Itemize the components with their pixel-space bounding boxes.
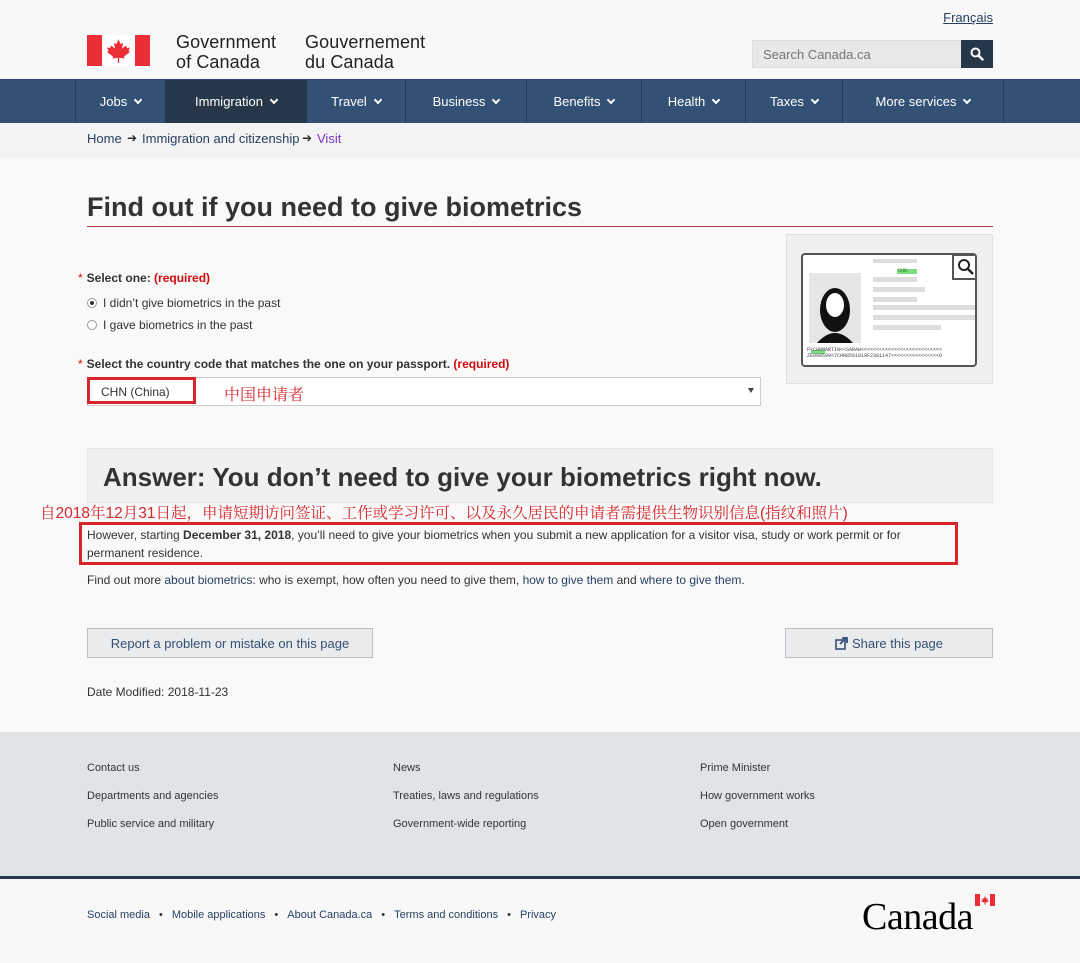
chevron-down-icon: [963, 95, 971, 103]
report-problem-button[interactable]: Report a problem or mistake on this page: [87, 628, 373, 658]
signature-english[interactable]: Government of Canada: [176, 32, 277, 72]
sub-footer-links: Social media • Mobile applications • About Canada.ca • Terms and conditions • Privacy: [87, 909, 557, 921]
main-menu: [0, 79, 1080, 123]
site-footer: [0, 732, 1080, 876]
nav-item-benefits[interactable]: Benefits: [526, 80, 641, 123]
biometrics-notice: However, starting December 31, 2018, you’ll need to give your biometrics when you submit a new application for a visitor visa, study or work permit or for permanent residence.: [87, 528, 901, 560]
nav-item-immigration[interactable]: Immigration: [165, 80, 306, 123]
about-biometrics-link[interactable]: about biometrics: [164, 573, 253, 587]
chevron-down-icon: [134, 95, 142, 103]
annotation-chinese-notice: 自2018年12月31日起，申请短期访问签证、工作或学习许可、以及永久居民的申请者需提供生物识别信息(指纹和照片): [40, 505, 848, 522]
breadcrumb: [0, 123, 1080, 158]
annotation-highlight-box: [87, 377, 196, 404]
passport-illustration: [786, 234, 993, 384]
how-to-give-link[interactable]: how to give them: [522, 573, 614, 587]
footer-link-contact[interactable]: Contact us: [87, 762, 140, 774]
annotation-highlight-box: [79, 522, 958, 565]
title-divider: [87, 226, 993, 227]
sub-footer: [0, 879, 1080, 963]
required-star: *: [78, 271, 83, 285]
footer-link-reporting[interactable]: Government-wide reporting: [393, 818, 527, 830]
sub-footer-social-media[interactable]: Social media: [87, 909, 150, 921]
breadcrumb-home[interactable]: Home: [87, 131, 122, 146]
sub-footer-mobile-apps[interactable]: Mobile applications: [171, 909, 266, 921]
canada-flag-icon[interactable]: [87, 35, 150, 66]
breadcrumb-visit[interactable]: Visit: [317, 131, 342, 146]
language-toggle-link[interactable]: Français: [943, 10, 993, 25]
chevron-down-icon: [712, 95, 720, 103]
nav-item-travel[interactable]: Travel: [306, 80, 405, 123]
share-icon: [835, 637, 848, 650]
sub-footer-privacy[interactable]: Privacy: [519, 909, 557, 921]
nav-item-jobs[interactable]: Jobs: [75, 80, 165, 123]
passport-image: [801, 253, 977, 367]
search-input[interactable]: [752, 40, 961, 68]
search-icon: [970, 47, 984, 61]
radio-option-gave-biometrics[interactable]: I gave biometrics in the past: [87, 318, 252, 332]
passport-country-label: CHN: [898, 268, 908, 274]
answer-heading: Answer: You don’t need to give your biometrics right now.: [103, 462, 822, 492]
page-title: Find out if you need to give biometrics: [87, 192, 583, 222]
footer-link-treaties[interactable]: Treaties, laws and regulations: [393, 790, 539, 802]
radio-option-no-biometrics[interactable]: I didn’t give biometrics in the past: [87, 296, 280, 310]
selected-country: CHN (China): [101, 385, 170, 399]
required-marker: (required): [453, 357, 510, 371]
canada-wordmark: Canada: [862, 896, 973, 938]
where-to-give-link[interactable]: where to give them: [640, 573, 742, 587]
site-header: [0, 0, 1080, 80]
search-button[interactable]: [961, 40, 993, 68]
footer-link-departments[interactable]: Departments and agencies: [87, 790, 219, 802]
wordmark-flag-icon: [975, 894, 995, 906]
chevron-down-icon: [270, 95, 278, 103]
footer-link-news[interactable]: News: [393, 762, 421, 774]
find-out-more-text: Find out more about biometrics: who is exempt, how often you need to give them, how to give them and where to give them.: [87, 573, 745, 587]
nav-item-taxes[interactable]: Taxes: [745, 80, 842, 123]
radio-button[interactable]: [87, 320, 97, 330]
nav-item-more-services[interactable]: More services: [842, 80, 1004, 123]
chevron-down-icon: [607, 95, 615, 103]
question-select-one: * Select one: (required): [78, 271, 211, 285]
breadcrumb-immigration[interactable]: Immigration and citizenship: [142, 131, 300, 146]
signature-french[interactable]: Gouvernement du Canada: [305, 32, 426, 72]
footer-link-prime-minister[interactable]: Prime Minister: [700, 762, 771, 774]
required-marker: (required): [154, 271, 211, 285]
sub-footer-terms[interactable]: Terms and conditions: [394, 909, 499, 921]
dropdown-arrow-icon: [748, 388, 754, 393]
required-star: *: [78, 357, 83, 371]
footer-link-open-government[interactable]: Open government: [700, 818, 789, 830]
arrow-right-icon: ➜: [127, 131, 138, 145]
chevron-down-icon: [811, 95, 819, 103]
question-country-code: * Select the country code that matches the one on your passport. (required): [78, 357, 510, 371]
sub-footer-about[interactable]: About Canada.ca: [287, 909, 373, 921]
search-form: [752, 40, 993, 68]
share-page-button[interactable]: Share this page: [785, 628, 993, 658]
chevron-down-icon: [374, 95, 382, 103]
arrow-right-icon: ➜: [302, 131, 313, 145]
passport-mrz: P<CHNMARTIN<<SARAH<<<<<<<<<<<<<<<<<<<<<<<<<<< ZE000509<7CHN8501019F2301147<<<<<<<<<<<<<<<<0: [807, 347, 943, 359]
footer-link-public-service[interactable]: Public service and military: [87, 818, 215, 830]
date-modified: Date Modified: 2018-11-23: [87, 685, 229, 699]
chevron-down-icon: [492, 95, 500, 103]
annotation-chinese-applicant: 中国申请者: [224, 387, 305, 404]
footer-link-how-government-works[interactable]: How government works: [700, 790, 815, 802]
nav-item-business[interactable]: Business: [405, 80, 526, 123]
nav-item-health[interactable]: Health: [641, 80, 745, 123]
radio-button-selected[interactable]: [87, 298, 97, 308]
